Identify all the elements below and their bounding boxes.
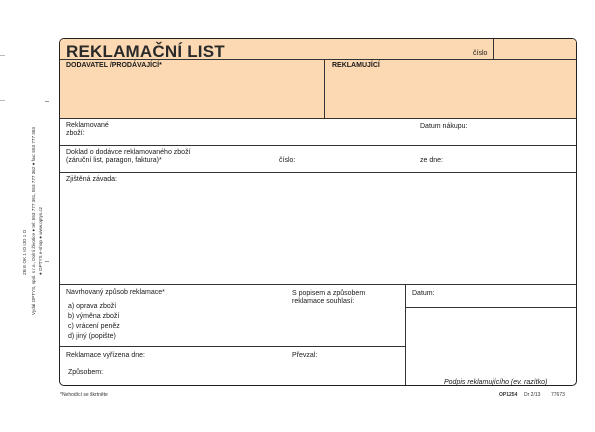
dodavatel-label: DODAVATEL /PRODÁVAJÍCÍ* [66, 62, 162, 69]
zavada-field[interactable] [62, 185, 576, 281]
divider [60, 172, 577, 173]
zavada-label: Zjištěná závada: [66, 176, 117, 183]
complaint-form [59, 38, 577, 386]
vyrizena-label: Reklamace vyřízena dne: [66, 352, 145, 359]
publisher-code: ZB E OK 1 IO IJO 1 O [22, 229, 27, 275]
divider [60, 118, 577, 119]
option-a[interactable]: a) oprava zboží [68, 303, 117, 310]
doklad-label-1: Doklad o dodávce reklamovaného zboží [66, 149, 191, 156]
reklamujici-field[interactable] [326, 72, 576, 116]
reklamovane-field[interactable] [96, 127, 416, 143]
form-code: OP1254 [499, 392, 518, 398]
form-title: REKLAMAČNÍ LIST [66, 42, 225, 61]
form-version: Dr 2/13 [524, 392, 541, 398]
cislo-label: číslo [473, 50, 488, 57]
souhlasi-label-1: S popisem a způsobem [292, 290, 366, 297]
doklad-label-2: (záruční list, paragon, faktura)* [66, 157, 162, 164]
option-b[interactable]: b) výměna zboží [68, 313, 120, 320]
divider [60, 59, 577, 60]
form-number: 77673 [551, 392, 565, 398]
divider [324, 59, 325, 118]
datum-nakupu-label: Datum nákupu: [420, 123, 468, 130]
ze-dne-label: ze dne: [420, 157, 443, 164]
divider [405, 307, 577, 308]
reklamujici-label: REKLAMUJÍCÍ [332, 62, 380, 69]
option-d[interactable]: d) jiný (popište) [68, 333, 116, 340]
prevzal-label: Převzal: [292, 352, 318, 359]
navrhovany-label: Navrhovaný způsob reklamace* [66, 289, 165, 296]
cislo-field[interactable] [493, 39, 577, 59]
punch-mark [0, 100, 5, 101]
divider [60, 284, 577, 285]
divider [60, 145, 577, 146]
footnote: *Nehodící se škrtněte [60, 392, 108, 398]
option-c[interactable]: c) vrácení peněz [68, 323, 120, 330]
divider [60, 346, 405, 347]
datum-label: Datum: [412, 290, 435, 297]
fold-mark [45, 101, 49, 102]
souhlasi-label-2: reklamace souhlasí: [292, 298, 355, 305]
fold-mark [45, 261, 49, 262]
podpis-label: Podpis reklamujícího (ev. razítko) [444, 379, 548, 386]
doklad-cislo-label: číslo: [279, 157, 296, 164]
dodavatel-field[interactable] [62, 72, 322, 116]
reklamovane-label-2: zboží: [66, 130, 85, 137]
publisher-web: ● OPTYS e-shop ● www.optys.cz [38, 206, 43, 275]
zpusobem-label: Způsobem: [68, 369, 104, 376]
divider [405, 284, 406, 386]
publisher-info: Vydal OPTYS, spol. s r.o., Dolní Životice ● tel: 553 777 361, 553 777 362 ● fax: 553 777 363 [31, 127, 36, 315]
punch-mark [0, 55, 5, 56]
reklamovane-label-1: Reklamované [66, 122, 109, 129]
podpis-field[interactable] [407, 309, 576, 369]
